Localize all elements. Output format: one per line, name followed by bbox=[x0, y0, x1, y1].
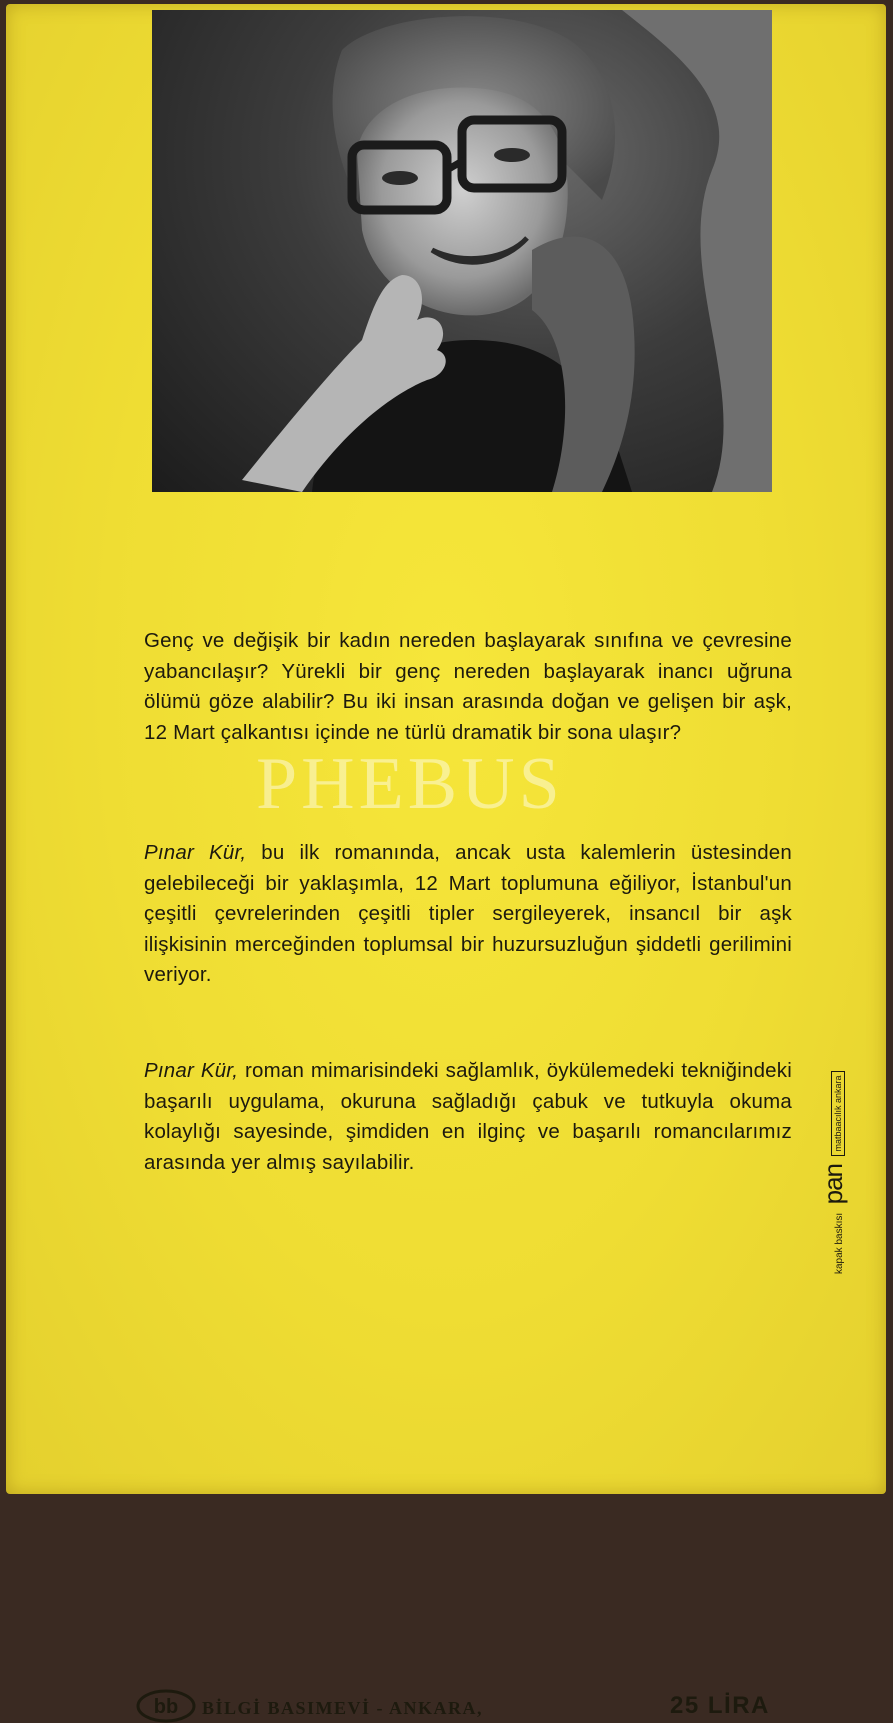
blurb-paragraph-3-text: roman mimarisindeki sağlamlık, öykülemedeki tekniğindeki başarılı uygulama, okuruna sağladığı çabuk ve tutkuyla okuma kolaylığı sayesinde, şimdiden en ilginç ve başarılı romancılarımız arasında yer almış sayılabilir. bbox=[144, 1059, 792, 1174]
watermark: PHEBUS bbox=[256, 743, 564, 825]
author-name: Pınar Kür, bbox=[144, 1059, 239, 1082]
price-label: 25 LİRA bbox=[670, 1692, 770, 1719]
credit-label: kapak baskısı bbox=[834, 1212, 845, 1274]
cover-print-credit bbox=[818, 1072, 849, 1275]
printer-brand: pan bbox=[818, 1164, 848, 1205]
blurb-paragraph-2-text: bu ilk romanında, ancak usta kalemlerin üstesinden gelebileceği bir yaklaşımla, 12 Mart toplumuna eğiliyor, İstanbul'un çeşitli çevrelerinden çeşitli tipler sergileyerek, insancıl bir aşk ilişkisinin merceğinden toplumsal bir huzursuzluğun şiddetli gerilimini veriyor. bbox=[144, 841, 792, 986]
publisher-logo-text: bb bbox=[153, 1696, 179, 1718]
author-photo bbox=[152, 10, 772, 492]
book-back-cover bbox=[6, 4, 886, 1494]
author-portrait-illustration bbox=[152, 10, 772, 492]
blurb-paragraph-3 bbox=[144, 1056, 792, 1178]
author-name: Pınar Kür, bbox=[144, 841, 247, 864]
blurb-paragraph-1: Genç ve değişik bir kadın nereden başlayarak sınıfına ve çevresine yabancılaşır? Yürekli bir genç nereden başlayarak inancı uğruna ölümü göze alabilir? Bu iki insan arasında doğan ve gelişen bir aşk, 12 Mart çalkantısı içinde ne türlü dramatik bir sona ulaşır? bbox=[144, 629, 792, 744]
publisher-name: BİLGİ BASIMEVİ - ANKARA, bbox=[202, 1698, 484, 1718]
publisher-logo-icon bbox=[136, 1689, 196, 1723]
blurb-paragraph-2 bbox=[144, 838, 792, 991]
printer-location: matbaacılık ankara bbox=[831, 1072, 845, 1156]
